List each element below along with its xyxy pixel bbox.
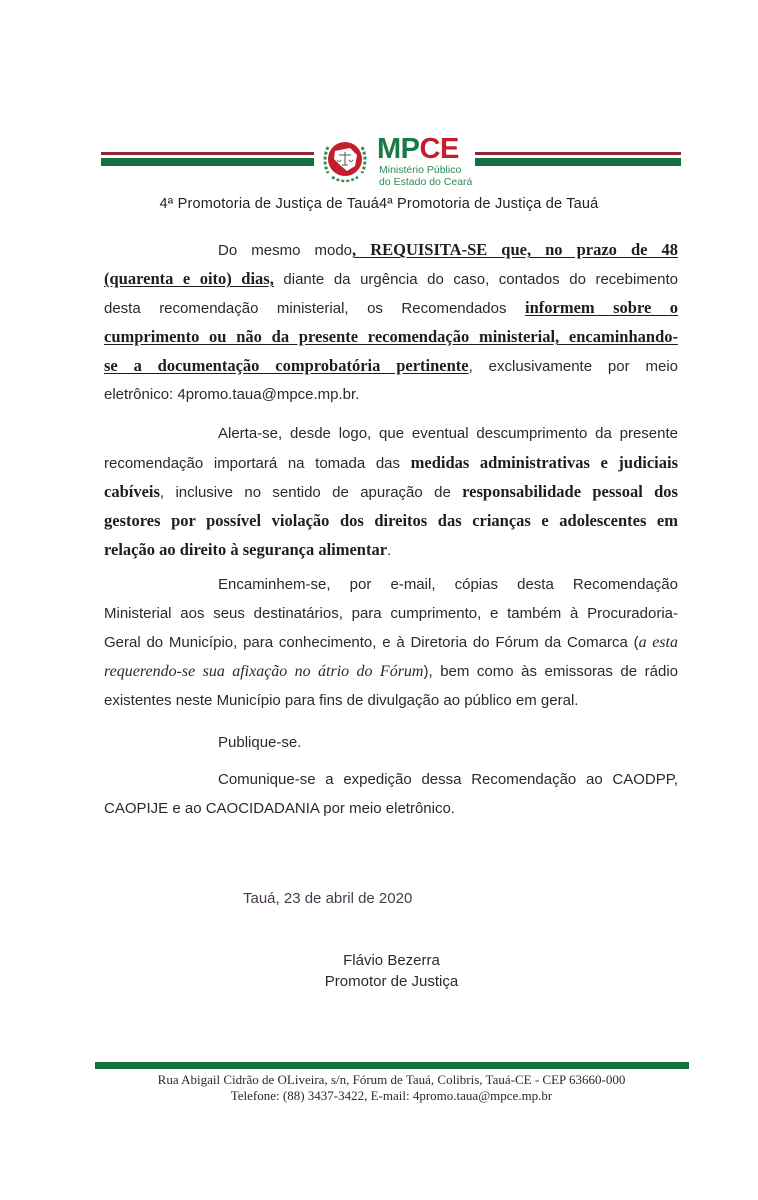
text: , inclusive no sentido de apuração de bbox=[159, 484, 463, 501]
brand-ce: CE bbox=[419, 133, 459, 165]
p2-line5 bbox=[104, 540, 678, 561]
text: CAOPIJE e ao CAOCIDADANIA por meio eletrônico. bbox=[104, 800, 455, 817]
p3-line1 bbox=[218, 575, 678, 595]
text: Ministerial aos seus destinatários, para cumprimento, e também à Procuradoria- bbox=[104, 605, 678, 622]
text: Comunique-se a expedição dessa Recomendação ao CAODPP, bbox=[218, 771, 678, 788]
p1-line3 bbox=[104, 298, 678, 319]
text: diante da urgência do caso, contados do recebimento bbox=[273, 271, 679, 288]
text: ), bem como às emissoras de rádio bbox=[423, 663, 679, 680]
brand-mp: MP bbox=[377, 133, 420, 165]
bold-underlined-text: (quarenta e oito) dias, bbox=[104, 269, 274, 288]
bold-text: cabíveis bbox=[104, 482, 160, 501]
bold-text: medidas administrativas e judiciais bbox=[410, 453, 678, 472]
p3-line4 bbox=[104, 662, 678, 682]
signatory-name: Flávio Bezerra bbox=[343, 952, 440, 969]
p3-line5 bbox=[104, 691, 678, 711]
p1-line4 bbox=[104, 327, 678, 348]
text: Alerta-se, desde logo, que eventual descumprimento da presente bbox=[218, 425, 678, 442]
signatory-title: Promotor de Justiça bbox=[324, 973, 459, 990]
footer-rule bbox=[95, 1062, 689, 1069]
bold-underlined-text: informem sobre o bbox=[525, 298, 678, 317]
header-rule-red-right bbox=[475, 152, 681, 155]
bold-text: relação ao direito à segurança alimentar bbox=[104, 540, 388, 559]
text: recomendação importará na tomada das bbox=[104, 455, 411, 472]
bold-underlined-text: cumprimento ou não da presente recomendação ministerial, encaminhando- bbox=[104, 327, 678, 346]
p1-line2 bbox=[104, 269, 678, 290]
text: . bbox=[387, 542, 392, 559]
p2-line2 bbox=[104, 453, 678, 474]
italic-text: a esta bbox=[638, 634, 678, 651]
p2-line1 bbox=[218, 424, 678, 444]
text: Do mesmo modo bbox=[218, 242, 353, 259]
header-rule-red-left bbox=[101, 152, 314, 155]
document-date: Tauá, 23 de abril de 2020 bbox=[243, 890, 413, 907]
paragraph-publish: Publique-se. bbox=[218, 734, 302, 751]
p1-line5 bbox=[104, 356, 678, 377]
header-rule-green-right bbox=[475, 158, 681, 166]
p1-line6 bbox=[104, 385, 678, 405]
italic-text: requerendo-se sua afixação no átrio do Fórum bbox=[104, 663, 424, 680]
email-text: eletrônico: 4promo.taua@mpce.mp.br. bbox=[104, 386, 360, 403]
office-name: 4ª Promotoria de Justiça de Tauá4ª Promotoria de Justiça de Tauá bbox=[159, 196, 599, 212]
mpce-seal-icon bbox=[320, 135, 370, 185]
p2-line4 bbox=[104, 511, 678, 532]
bold-text: gestores por possível violação dos direitos das crianças e adolescentes em bbox=[104, 511, 678, 530]
text: desta recomendação ministerial, os Recomendados bbox=[104, 300, 525, 317]
footer-contact: Telefone: (88) 3437-3422, E-mail: 4promo.taua@mpce.mp.br bbox=[230, 1088, 553, 1103]
p5-line2 bbox=[104, 799, 678, 819]
bold-underlined-text: se a documentação comprobatória pertinente bbox=[104, 356, 469, 375]
text: existentes neste Município para fins de divulgação ao público em geral. bbox=[104, 692, 579, 709]
p5-line1 bbox=[218, 770, 678, 790]
header-rule-green-left bbox=[101, 158, 314, 166]
footer-address: Rua Abigail Cidrão de OLiveira, s/n, Fórum de Tauá, Colibris, Tauá-CE - CEP 63660-000 bbox=[157, 1072, 626, 1087]
brand-subtitle-line1: Ministério Público bbox=[379, 164, 462, 176]
p3-line3 bbox=[104, 633, 678, 653]
text: , exclusivamente por meio bbox=[468, 358, 679, 375]
text: Encaminhem-se, por e-mail, cópias desta Recomendação bbox=[218, 576, 678, 593]
bold-underlined-text: , REQUISITA-SE que, no prazo de 48 bbox=[352, 240, 678, 259]
brand-logo-text bbox=[377, 134, 459, 164]
text: Geral do Município, para conhecimento, e à Diretoria do Fórum da Comarca ( bbox=[104, 634, 639, 651]
brand-subtitle-line2: do Estado do Ceará bbox=[379, 176, 473, 188]
bold-text: responsabilidade pessoal dos bbox=[462, 482, 678, 501]
p3-line2 bbox=[104, 604, 678, 624]
p2-line3 bbox=[104, 482, 678, 503]
p1-line1 bbox=[218, 240, 678, 261]
